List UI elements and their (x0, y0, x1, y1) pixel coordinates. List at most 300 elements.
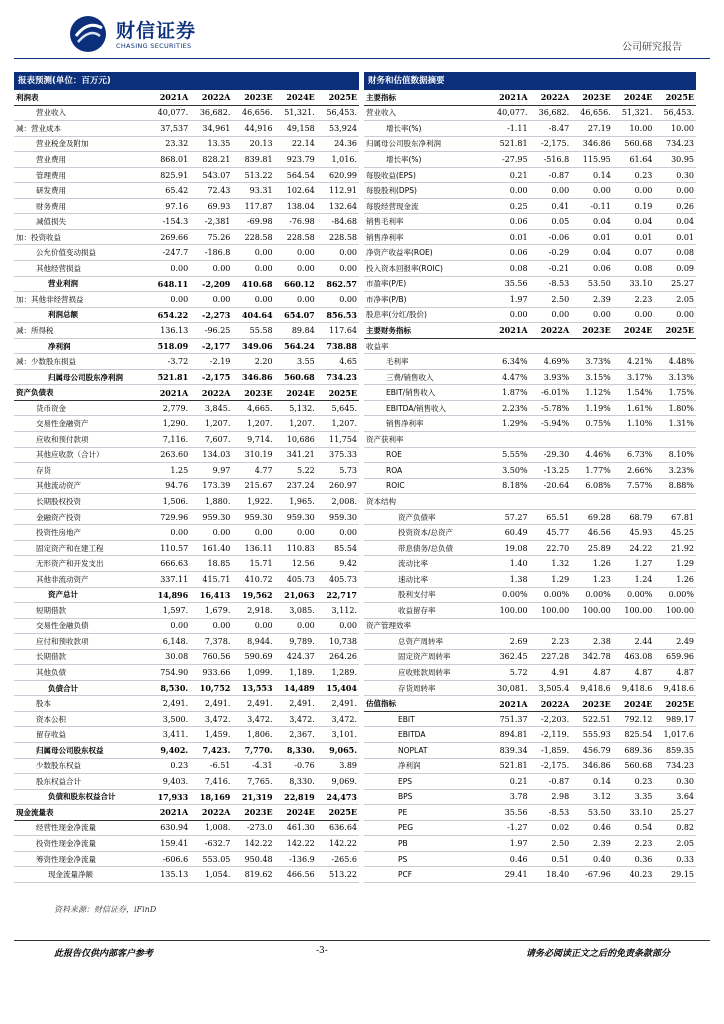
row-label: 归属母公司股东权益 (14, 742, 148, 758)
row-label: 固定资产和在建工程 (14, 540, 148, 556)
row-value: 1.26 (571, 556, 613, 572)
row-value: 3,500. (148, 711, 190, 727)
row-value: 260.97 (317, 478, 359, 494)
table-row (364, 603, 696, 619)
row-value: 27.19 (571, 121, 613, 137)
row-value: 0.04 (654, 214, 696, 230)
row-value: 1,965. (275, 494, 317, 510)
row-value: -0.06 (530, 229, 572, 245)
row-value: 115.95 (571, 152, 613, 168)
row-value: 100.00 (488, 603, 530, 619)
row-value: 10,686 (275, 432, 317, 448)
row-value: 100.00 (530, 603, 572, 619)
row-value: 6.73% (613, 447, 655, 463)
row-value: 2021A (148, 385, 190, 401)
row-value (488, 494, 530, 510)
row-value: 4.21% (613, 354, 655, 370)
row-value: 2025E (654, 90, 696, 105)
row-value: 3,505.4 (530, 680, 572, 696)
row-value (488, 338, 530, 354)
row-value: 0.01 (571, 229, 613, 245)
row-value: -5.94% (530, 416, 572, 432)
row-value: 754.90 (148, 665, 190, 681)
row-value: 24.22 (613, 540, 655, 556)
row-label: 应付和预收款项 (14, 634, 148, 650)
row-label: 股利支付率 (364, 587, 488, 603)
row-value: 9.97 (190, 463, 232, 479)
row-value: 1,099. (232, 665, 274, 681)
row-value: 337.11 (148, 571, 190, 587)
row-value: 0.36 (613, 851, 655, 867)
row-label: EBIT (364, 711, 488, 727)
row-label: 股息率(分红/股价) (364, 307, 488, 323)
row-label: 其他负债 (14, 665, 148, 681)
row-value: -1,859. (530, 742, 572, 758)
table-row (364, 121, 696, 137)
row-value: 24.36 (317, 136, 359, 152)
table-row (14, 323, 359, 339)
row-value: 97.16 (148, 198, 190, 214)
valuation-table (364, 90, 696, 883)
row-value: 8,330. (275, 774, 317, 790)
row-value: -8.53 (530, 276, 572, 292)
row-label: 财务费用 (14, 198, 148, 214)
row-value: 68.79 (613, 509, 655, 525)
row-label: 收益率 (364, 338, 488, 354)
row-label: 减：少数股东损益 (14, 354, 148, 370)
table-row (14, 851, 359, 867)
row-value: 630.94 (148, 820, 190, 836)
row-value: 6.08% (571, 478, 613, 494)
row-value: 0.75% (571, 416, 613, 432)
table-row (364, 183, 696, 199)
row-value (571, 338, 613, 354)
row-value: 0.30 (654, 774, 696, 790)
row-value: 2022A (530, 90, 572, 105)
row-value: 375.33 (317, 447, 359, 463)
row-label: 销售毛利率 (364, 214, 488, 230)
row-label: 资产管理效率 (364, 618, 488, 634)
row-value: 0.00 (232, 245, 274, 261)
row-label: 流动比率 (364, 556, 488, 572)
row-value: 15,404 (317, 680, 359, 696)
row-value: 521.81 (148, 369, 190, 385)
row-value: 0.00% (530, 587, 572, 603)
row-value: 0.82 (654, 820, 696, 836)
table-row (364, 634, 696, 650)
row-value: 65.42 (148, 183, 190, 199)
row-value: 0.08 (488, 261, 530, 277)
row-value: 2025E (654, 323, 696, 339)
row-value: 3,472. (190, 711, 232, 727)
row-value: 22,819 (275, 789, 317, 805)
table-row (14, 587, 359, 603)
row-value: 2.49 (654, 634, 696, 650)
table-row (14, 261, 359, 277)
row-label: 资产获利率 (364, 432, 488, 448)
row-value: 20.13 (232, 136, 274, 152)
row-value: 10,738 (317, 634, 359, 650)
table-row (14, 571, 359, 587)
row-label: 减：营业成本 (14, 121, 148, 137)
row-value: 310.19 (232, 447, 274, 463)
row-value: 2.50 (530, 292, 572, 308)
row-value: 1,017.6 (654, 727, 696, 743)
row-value: 9,789. (275, 634, 317, 650)
row-value: -247.7 (148, 245, 190, 261)
row-label: 现金流量表 (14, 805, 148, 821)
table-row (364, 167, 696, 183)
row-value: 8.88% (654, 478, 696, 494)
row-value: 466.56 (275, 867, 317, 883)
row-value: 2.66% (613, 463, 655, 479)
row-value (654, 618, 696, 634)
row-value: 0.00 (488, 307, 530, 323)
row-value: 227.28 (530, 649, 572, 665)
table-row (14, 152, 359, 168)
row-value: 349.06 (232, 338, 274, 354)
row-label: 其他非流动资产 (14, 571, 148, 587)
row-label: PEG (364, 820, 488, 836)
logo-mark-icon (68, 14, 108, 54)
row-value: 2.23 (530, 634, 572, 650)
row-value: 2,779. (148, 400, 190, 416)
row-value: 2025E (317, 90, 359, 105)
row-value: 0.21 (488, 167, 530, 183)
row-value: 0.06 (571, 261, 613, 277)
row-label: 市盈率(P/E) (364, 276, 488, 292)
row-value (488, 618, 530, 634)
row-value: 2,367. (275, 727, 317, 743)
row-value (488, 432, 530, 448)
row-value: 10.00 (654, 121, 696, 137)
row-value: 3.12 (571, 789, 613, 805)
table-row (14, 525, 359, 541)
table-row (14, 618, 359, 634)
table-row (364, 463, 696, 479)
row-value: 49,158 (275, 121, 317, 137)
row-value: 0.00 (148, 618, 190, 634)
row-value: 0.19 (613, 198, 655, 214)
table-row (364, 867, 696, 883)
row-value: 7,607. (190, 432, 232, 448)
row-value: 4.48% (654, 354, 696, 370)
row-value: 5,132. (275, 400, 317, 416)
row-value: 1,016. (317, 152, 359, 168)
row-value: 8,330. (275, 742, 317, 758)
row-label: 三费/销售收入 (364, 369, 488, 385)
row-value: 513.22 (317, 867, 359, 883)
row-value: 2.38 (571, 634, 613, 650)
row-label: 投入资本回报率(ROIC) (364, 261, 488, 277)
row-value: 2,008. (317, 494, 359, 510)
row-value: 2.05 (654, 836, 696, 852)
row-value: 1.97 (488, 292, 530, 308)
row-value: 0.00 (317, 292, 359, 308)
row-value: 85.54 (317, 540, 359, 556)
row-value: 2024E (275, 385, 317, 401)
row-label: 负债合计 (14, 680, 148, 696)
row-value: 1.24 (613, 571, 655, 587)
row-value: 13,553 (232, 680, 274, 696)
valuation-panel-title: 财务和估值数据摘要 (364, 72, 696, 90)
row-value: 1.31% (654, 416, 696, 432)
row-value: 40,077. (148, 105, 190, 121)
row-value: 666.63 (148, 556, 190, 572)
row-value: 0.23 (148, 758, 190, 774)
row-value: 461.30 (275, 820, 317, 836)
row-value: 17,933 (148, 789, 190, 805)
row-value: 0.00 (148, 525, 190, 541)
row-value: 0.51 (530, 851, 572, 867)
row-value: 3.89 (317, 758, 359, 774)
table-row (14, 416, 359, 432)
row-value: 2021A (148, 805, 190, 821)
row-value: 555.93 (571, 727, 613, 743)
row-value: 2023E (232, 805, 274, 821)
row-value (530, 338, 572, 354)
footer-divider (14, 940, 710, 941)
row-value: -2,209 (190, 276, 232, 292)
row-label: 金融资产投资 (14, 509, 148, 525)
row-label: 其他流动资产 (14, 478, 148, 494)
row-value: 13.35 (190, 136, 232, 152)
row-value: 10.00 (613, 121, 655, 137)
row-value: 37,537 (148, 121, 190, 137)
row-value: 648.11 (148, 276, 190, 292)
row-value: 734.23 (317, 369, 359, 385)
row-value: 2022A (190, 90, 232, 105)
forecast-panel (14, 72, 359, 883)
row-value: 53,924 (317, 121, 359, 137)
table-row (14, 727, 359, 743)
row-label: 估值指标 (364, 696, 488, 712)
table-row (14, 338, 359, 354)
row-value: -2,203. (530, 711, 572, 727)
table-row (14, 836, 359, 852)
row-value (530, 618, 572, 634)
row-value (613, 338, 655, 354)
row-value: 0.25 (488, 198, 530, 214)
row-value: 8.10% (654, 447, 696, 463)
row-value: -136.9 (275, 851, 317, 867)
row-value: 1.26 (654, 571, 696, 587)
row-value: -5.78% (530, 400, 572, 416)
row-value: 859.35 (654, 742, 696, 758)
row-value: 0.23 (613, 774, 655, 790)
row-value: 237.24 (275, 478, 317, 494)
row-value: 33.10 (613, 276, 655, 292)
row-value: 134.03 (190, 447, 232, 463)
row-value: 463.08 (613, 649, 655, 665)
row-value: 2.39 (571, 836, 613, 852)
row-value: 2.23 (613, 292, 655, 308)
row-label: 利润总额 (14, 307, 148, 323)
row-value: 61.64 (613, 152, 655, 168)
row-value: 33.10 (613, 805, 655, 821)
row-value: 2022A (190, 805, 232, 821)
row-value: 30,081. (488, 680, 530, 696)
row-value: -2,175. (530, 758, 572, 774)
row-label: 减值损失 (14, 214, 148, 230)
row-label: 归属母公司股东净利润 (14, 369, 148, 385)
row-value: 933.66 (190, 665, 232, 681)
row-value: 660.12 (275, 276, 317, 292)
page-number: -3- (316, 946, 328, 956)
row-value: 2024E (613, 696, 655, 712)
row-label: 少数股东权益 (14, 758, 148, 774)
table-row (14, 121, 359, 137)
row-value: 1.80% (654, 400, 696, 416)
row-label: 公允价值变动损益 (14, 245, 148, 261)
row-value: 5.72 (488, 665, 530, 681)
row-value: 89.84 (275, 323, 317, 339)
row-value: 0.33 (654, 851, 696, 867)
table-row (14, 789, 359, 805)
row-value: 0.00 (275, 618, 317, 634)
row-value: 522.51 (571, 711, 613, 727)
row-value: 2.69 (488, 634, 530, 650)
row-value: 0.54 (613, 820, 655, 836)
row-value: 0.41 (530, 198, 572, 214)
row-value: 21,319 (232, 789, 274, 805)
row-value: 9,069. (317, 774, 359, 790)
table-row (364, 540, 696, 556)
source-note: 资料来源：财信证券，iFinD (54, 905, 157, 914)
row-value: 3.35 (613, 789, 655, 805)
table-row (14, 696, 359, 712)
table-row (364, 665, 696, 681)
table-row (14, 183, 359, 199)
row-label: 销售净利率 (364, 416, 488, 432)
table-row (14, 509, 359, 525)
row-value: 3.73% (571, 354, 613, 370)
row-value: 18.40 (530, 867, 572, 883)
row-label: 总资产周转率 (364, 634, 488, 650)
row-value: 1,207. (317, 416, 359, 432)
row-value: 40.23 (613, 867, 655, 883)
report-type: 公司研究报告 (622, 42, 682, 53)
row-value: 0.07 (613, 245, 655, 261)
row-value: 0.00 (275, 292, 317, 308)
row-value: 2022A (530, 323, 572, 339)
table-row (14, 634, 359, 650)
row-label: 利润表 (14, 90, 148, 105)
table-row (364, 136, 696, 152)
row-value: -4.31 (232, 758, 274, 774)
row-value: 142.22 (232, 836, 274, 852)
row-value: 1.29 (654, 556, 696, 572)
row-label: 营业税金及附加 (14, 136, 148, 152)
row-value: 410.68 (232, 276, 274, 292)
row-value: 734.23 (654, 136, 696, 152)
row-label: 资产负债率 (364, 509, 488, 525)
row-value: 0.01 (654, 229, 696, 245)
row-value: 0.00 (232, 618, 274, 634)
row-value: 2.20 (232, 354, 274, 370)
table-row (364, 416, 696, 432)
row-value: 138.04 (275, 198, 317, 214)
row-value: 346.86 (571, 758, 613, 774)
row-value: 110.57 (148, 540, 190, 556)
row-label: 净利润 (364, 758, 488, 774)
row-value: 25.27 (654, 276, 696, 292)
row-value: 57.27 (488, 509, 530, 525)
row-value: 2,491. (190, 696, 232, 712)
table-row (14, 214, 359, 230)
row-value: 3.78 (488, 789, 530, 805)
row-value: 2022A (190, 385, 232, 401)
table-row (364, 245, 696, 261)
row-value: 2025E (317, 385, 359, 401)
row-value: 341.21 (275, 447, 317, 463)
row-value: 269.66 (148, 229, 190, 245)
table-section-header (364, 90, 696, 105)
row-value: 792.12 (613, 711, 655, 727)
valuation-panel (364, 72, 696, 883)
row-value: 3,112. (317, 603, 359, 619)
table-row (364, 836, 696, 852)
row-value: 1.23 (571, 571, 613, 587)
row-value (571, 432, 613, 448)
row-label: ROA (364, 463, 488, 479)
row-value: 8,530. (148, 680, 190, 696)
row-value: 1,459. (190, 727, 232, 743)
table-row (364, 385, 696, 401)
row-value: 0.00 (488, 183, 530, 199)
row-value: 9,418.6 (613, 680, 655, 696)
row-value: 0.01 (488, 229, 530, 245)
row-value: 0.00% (571, 587, 613, 603)
row-value: 94.76 (148, 478, 190, 494)
row-value: 424.37 (275, 649, 317, 665)
row-value: 15.71 (232, 556, 274, 572)
row-value: -265.6 (317, 851, 359, 867)
row-value: -2,175 (190, 369, 232, 385)
row-value: 0.00 (613, 307, 655, 323)
row-label: 市净率(P/B) (364, 292, 488, 308)
table-row (14, 665, 359, 681)
row-label: 短期借款 (14, 603, 148, 619)
row-value: 346.86 (232, 369, 274, 385)
row-value: 0.00 (148, 261, 190, 277)
row-value: 0.09 (654, 261, 696, 277)
row-value: -632.7 (190, 836, 232, 852)
row-value: 8,944. (232, 634, 274, 650)
row-label: 筹资性现金净流量 (14, 851, 148, 867)
row-value: 856.53 (317, 307, 359, 323)
row-value: 342.78 (571, 649, 613, 665)
row-label: 营业费用 (14, 152, 148, 168)
row-value: 60.49 (488, 525, 530, 541)
row-label: 长期借款 (14, 649, 148, 665)
row-value: 2.50 (530, 836, 572, 852)
row-value: 18.85 (190, 556, 232, 572)
row-label: 存货 (14, 463, 148, 479)
row-label: ROIC (364, 478, 488, 494)
row-value: 828.21 (190, 152, 232, 168)
row-value: 0.00 (232, 292, 274, 308)
row-value: -0.29 (530, 245, 572, 261)
footer-disclaimer-left: 此报告仅供内部客户参考 (54, 949, 154, 959)
table-row (364, 649, 696, 665)
row-value: 0.26 (654, 198, 696, 214)
page-header (0, 0, 724, 70)
table-row (364, 369, 696, 385)
row-value: 0.00 (275, 261, 317, 277)
row-value: 0.01 (613, 229, 655, 245)
row-label: EBITDA (364, 727, 488, 743)
